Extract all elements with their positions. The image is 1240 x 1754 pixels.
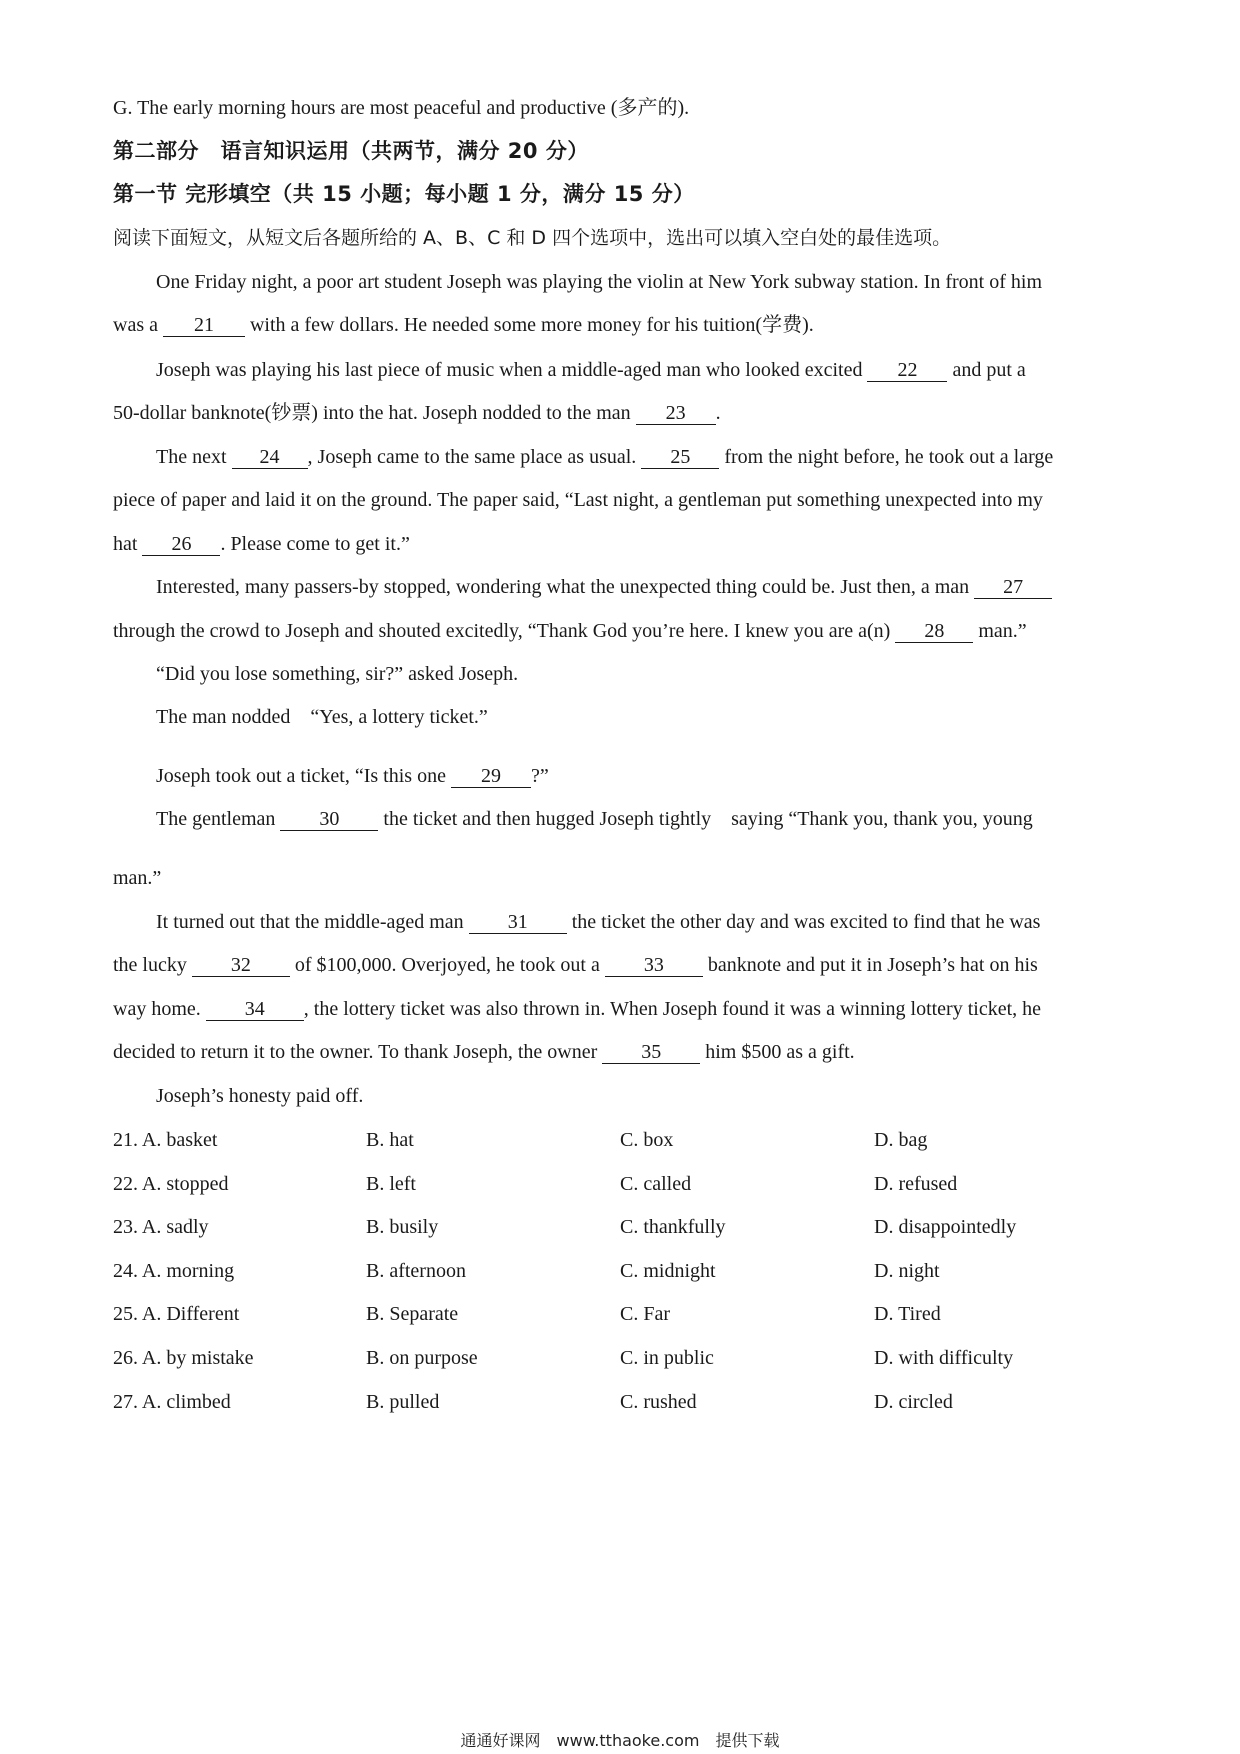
blank-27: 27 bbox=[974, 577, 1052, 599]
passage-text: 50-dollar banknote(钞票) into the hat. Joseph nodded to the man bbox=[113, 402, 636, 424]
passage-text: banknote and put it in Joseph’s hat on his bbox=[702, 954, 1038, 976]
option-d: D. with difficulty bbox=[874, 1347, 1014, 1369]
blank-35: 35 bbox=[602, 1042, 700, 1064]
option-a: 26. A. by mistake bbox=[113, 1347, 254, 1369]
part2-heading: 第二部分 语言知识运用（共两节，满分 20 分） bbox=[113, 139, 589, 163]
passage-text: It turned out that the middle-aged man bbox=[156, 911, 469, 933]
passage-line bbox=[113, 315, 814, 337]
option-b: B. afternoon bbox=[366, 1260, 466, 1282]
question-row bbox=[113, 1217, 1133, 1241]
blank-25: 25 bbox=[641, 447, 719, 469]
passage-text: way home. bbox=[113, 998, 206, 1020]
option-b: B. hat bbox=[366, 1129, 414, 1151]
section1-heading: 第一节 完形填空（共 15 小题；每小题 1 分，满分 15 分） bbox=[113, 182, 695, 206]
question-row bbox=[113, 1174, 1133, 1198]
passage-line bbox=[113, 621, 1027, 643]
passage-line: The man nodded “Yes, a lottery ticket.” bbox=[156, 706, 488, 728]
option-d: D. refused bbox=[874, 1173, 958, 1195]
passage-line bbox=[156, 766, 549, 788]
option-c: C. called bbox=[620, 1173, 692, 1195]
passage-line bbox=[156, 912, 1040, 934]
passage-text: him $500 as a gift. bbox=[700, 1041, 855, 1063]
question-row bbox=[113, 1348, 1133, 1372]
passage-line bbox=[113, 1042, 855, 1064]
option-d: D. circled bbox=[874, 1391, 953, 1413]
option-b: B. left bbox=[366, 1173, 416, 1195]
passage-text: . bbox=[715, 402, 721, 424]
passage-line: Joseph’s honesty paid off. bbox=[156, 1085, 364, 1107]
blank-28: 28 bbox=[895, 621, 973, 643]
passage-text: The next bbox=[156, 446, 232, 468]
passage-line bbox=[156, 809, 1033, 831]
passage-line bbox=[156, 447, 1053, 469]
blank-22: 22 bbox=[867, 360, 947, 382]
option-d: D. bag bbox=[874, 1129, 928, 1151]
page-footer: 通通好课网 www.tthaoke.com 提供下载 bbox=[460, 1731, 780, 1750]
option-a: 24. A. morning bbox=[113, 1260, 235, 1282]
option-a: 22. A. stopped bbox=[113, 1173, 229, 1195]
option-b: B. Separate bbox=[366, 1303, 459, 1325]
passage-line bbox=[156, 360, 1026, 382]
option-b: B. busily bbox=[366, 1216, 439, 1238]
blank-32: 32 bbox=[192, 955, 290, 977]
option-c: C. thankfully bbox=[620, 1216, 726, 1238]
blank-30: 30 bbox=[280, 809, 378, 831]
blank-21: 21 bbox=[163, 315, 245, 337]
passage-line: man.” bbox=[113, 867, 162, 889]
blank-29: 29 bbox=[451, 766, 531, 788]
passage-line: piece of paper and laid it on the ground. The paper said, “Last night, a gentleman put something unexpected into my bbox=[113, 489, 1043, 511]
question-row bbox=[113, 1304, 1133, 1328]
passage-text: Joseph took out a ticket, “Is this one bbox=[156, 765, 451, 787]
passage-text: the ticket the other day and was excited to find that he was bbox=[566, 911, 1041, 933]
option-c: C. in public bbox=[620, 1347, 714, 1369]
option-b: B. on purpose bbox=[366, 1347, 478, 1369]
question-row bbox=[113, 1392, 1133, 1416]
passage-line bbox=[156, 577, 1052, 599]
option-c: C. rushed bbox=[620, 1391, 697, 1413]
option-d: D. night bbox=[874, 1260, 940, 1282]
passage-line: One Friday night, a poor art student Joseph was playing the violin at New York subway station. In front of him bbox=[156, 271, 1042, 293]
passage-text: The gentleman bbox=[156, 808, 281, 830]
passage-text: , the lottery ticket was also thrown in. When Joseph found it was a winning lottery ticket, he bbox=[303, 998, 1042, 1020]
passage-text: Interested, many passers-by stopped, wondering what the unexpected thing could be. Just then, a man bbox=[156, 576, 975, 598]
blank-24: 24 bbox=[232, 447, 308, 469]
option-b: B. pulled bbox=[366, 1391, 440, 1413]
passage-text: and put a bbox=[947, 359, 1026, 381]
passage-text: from the night before, he took out a large bbox=[719, 446, 1054, 468]
blank-31: 31 bbox=[469, 912, 567, 934]
instructions: 阅读下面短文，从短文后各题所给的 A、B、C 和 D 四个选项中，选出可以填入空白处的最佳选项。 bbox=[113, 227, 952, 249]
passage-text: , Joseph came to the same place as usual. bbox=[307, 446, 642, 468]
passage-line bbox=[113, 955, 1038, 977]
option-g-line: G. The early morning hours are most peaceful and productive (多产的). bbox=[113, 97, 690, 119]
passage-text: ?” bbox=[530, 765, 549, 787]
option-c: C. midnight bbox=[620, 1260, 716, 1282]
blank-23: 23 bbox=[636, 403, 716, 425]
passage-text: the ticket and then hugged Joseph tightly saying “Thank you, thank you, young bbox=[378, 808, 1033, 830]
passage-text: was a bbox=[113, 314, 163, 336]
passage-text: hat bbox=[113, 533, 143, 555]
question-row bbox=[113, 1130, 1133, 1154]
passage-line bbox=[113, 403, 721, 425]
passage-line bbox=[113, 999, 1041, 1021]
passage-text: decided to return it to the owner. To thank Joseph, the owner bbox=[113, 1041, 603, 1063]
blank-26: 26 bbox=[142, 534, 220, 556]
passage-line: “Did you lose something, sir?” asked Joseph. bbox=[156, 663, 519, 685]
passage-text: Joseph was playing his last piece of music when a middle-aged man who looked excited bbox=[156, 359, 868, 381]
option-a: 23. A. sadly bbox=[113, 1216, 209, 1238]
option-c: C. box bbox=[620, 1129, 674, 1151]
option-d: D. Tired bbox=[874, 1303, 941, 1325]
passage-text: the lucky bbox=[113, 954, 192, 976]
passage-text: with a few dollars. He needed some more money for his tuition(学费). bbox=[244, 314, 814, 336]
passage-text: of $100,000. Overjoyed, he took out a bbox=[289, 954, 605, 976]
option-d: D. disappointedly bbox=[874, 1216, 1017, 1238]
passage-line bbox=[113, 534, 410, 556]
blank-33: 33 bbox=[605, 955, 703, 977]
question-row bbox=[113, 1261, 1133, 1285]
option-a: 25. A. Different bbox=[113, 1303, 240, 1325]
blank-34: 34 bbox=[206, 999, 304, 1021]
passage-text: through the crowd to Joseph and shouted excitedly, “Thank God you’re here. I knew you are a(n) bbox=[113, 620, 896, 642]
option-a: 27. A. climbed bbox=[113, 1391, 231, 1413]
passage-text: man.” bbox=[973, 620, 1027, 642]
option-c: C. Far bbox=[620, 1303, 670, 1325]
option-a: 21. A. basket bbox=[113, 1129, 218, 1151]
passage-text: . Please come to get it.” bbox=[220, 533, 410, 555]
